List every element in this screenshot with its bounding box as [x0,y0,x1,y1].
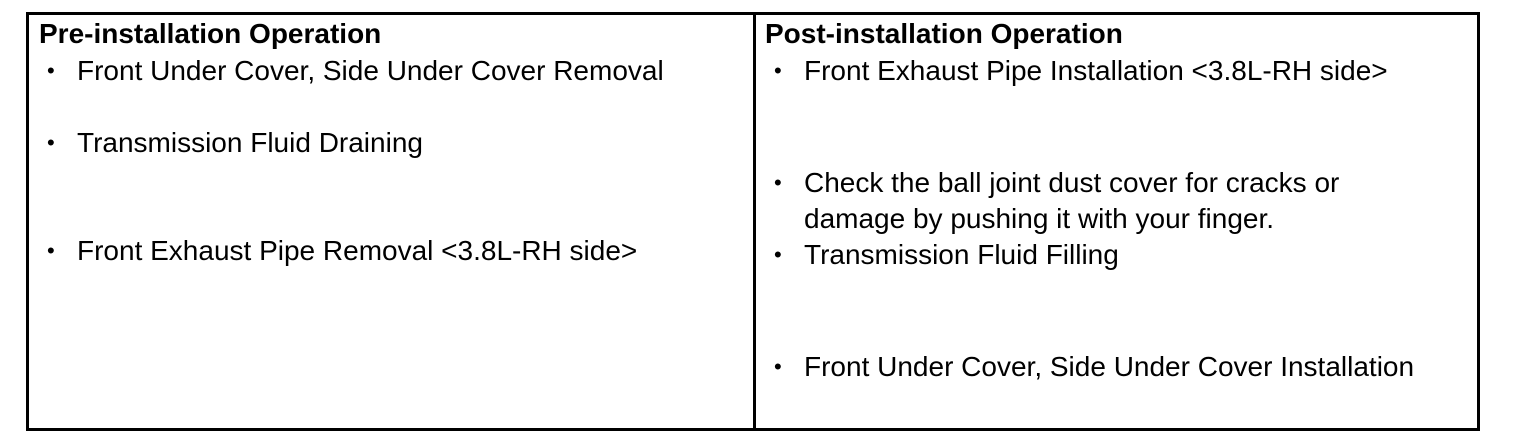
list-item-text: Transmission Fluid Filling [804,239,1119,270]
operations-table [26,12,1480,431]
list-item [774,165,1340,237]
list-item-text: Front Exhaust Pipe Installation <3.8L-RH side> [804,55,1388,86]
bullet-icon: • [774,58,782,83]
bullet-icon: • [774,170,782,195]
list-item [774,237,1119,273]
list-item [47,125,423,161]
list-item [47,233,638,269]
post-installation-column [756,15,1477,428]
pre-installation-column [29,15,756,428]
list-item [774,349,1415,385]
bullet-icon: • [47,58,55,83]
list-item-text: Front Under Cover, Side Under Cover Installation [804,351,1415,382]
list-item-text: Front Under Cover, Side Under Cover Removal [77,55,664,86]
list-item-text-line-2: damage by pushing it with your finger. [804,203,1275,234]
bullet-icon: • [47,130,55,155]
list-item [47,53,664,89]
list-item [774,53,1388,89]
bullet-icon: • [774,242,782,267]
pre-installation-title: Pre-installation Operation [39,18,382,49]
bullet-icon: • [47,238,55,263]
list-item-text: Front Exhaust Pipe Removal <3.8L-RH side> [77,235,638,266]
list-item-text-line-1: Check the ball joint dust cover for cracks or [804,167,1340,198]
list-item-text: Transmission Fluid Draining [77,127,423,158]
post-installation-title: Post-installation Operation [765,18,1123,49]
bullet-icon: • [774,354,782,379]
